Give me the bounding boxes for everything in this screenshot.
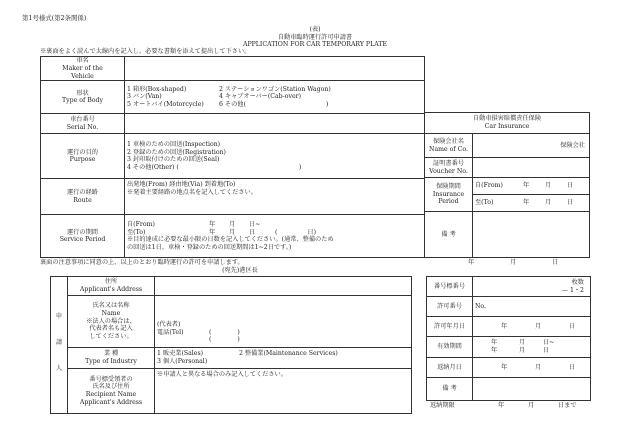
- application-date[interactable]: 年 月 日: [468, 259, 559, 266]
- applicant-table: [50, 276, 412, 414]
- vehicle-info-table: [40, 56, 425, 258]
- valid-period-field[interactable]: 年 月 日~ 年 月 日: [473, 337, 591, 358]
- title-ja: 自動車臨時運行許可申請書: [277, 34, 353, 41]
- applicant-name-label: 氏名又は名称 Name ※法人の場合は、 代表者名も記入 してください。: [68, 296, 155, 348]
- body-type-label: 形状 Type of Body: [41, 81, 125, 114]
- instruction-text: ※裏面をよく読んで太線内を記入し、必要な書類を添えて提出して下さい。: [40, 48, 251, 55]
- purpose-options[interactable]: 1 車検のための回送(Inspection) 2 登録のための回送(Registration) 3 封印取付けのための回送(Seal) 4 その他(Other) ( ): [125, 134, 425, 179]
- purpose-label: 運行の目的 Purpose: [41, 134, 125, 179]
- vehicle-name-label: 車名 Maker of the Vehicle: [41, 57, 125, 81]
- insurance-table: [424, 112, 590, 258]
- insurance-period-to[interactable]: 至(To) 年 月 日: [473, 195, 590, 212]
- addressee: (宛先)港区長: [222, 267, 258, 274]
- agreement-text: 裏面の注意事項に同意の上、以上のとおり臨時運行の許可を申請します。: [40, 259, 244, 266]
- return-deadline-field[interactable]: 年 月 日まで: [498, 402, 577, 409]
- title-en: APPLICATION FOR CAR TEMPORARY PLATE: [243, 41, 387, 48]
- insurance-header: 自動車損害賠償責任保険 Car Insurance: [425, 113, 590, 134]
- body-type-options[interactable]: 1 箱形(Box-shaped) 2 ステーションワゴン(Station Wagon) 3 バン(Van) 4 キャブオーバー(Cab-over) 5 オートバイ(Motorcycle) 6 その他( ): [125, 81, 425, 114]
- office-remarks-label: 備 考: [427, 378, 473, 401]
- serial-number-label: 車台番号 Serial No.: [41, 114, 125, 134]
- insurance-company-field[interactable]: 保険会社: [473, 134, 590, 158]
- service-period-field[interactable]: 自(From) 年 月 日~ 至(To) 年 月 日 ( 日) ※目的達成に必要な最小限の日数を記入してください。(通常、整備のため の回送は1日、車検・登録のための回送期間は1~2日です。): [125, 215, 425, 258]
- return-deadline-label: 返納期限: [430, 402, 455, 409]
- insurance-remarks-field[interactable]: [473, 212, 590, 258]
- applicant-address-field[interactable]: [155, 277, 412, 296]
- vehicle-name-field[interactable]: [125, 57, 425, 81]
- route-label: 運行の経路 Route: [41, 179, 125, 215]
- valid-period-label: 有効期間: [427, 337, 473, 358]
- voucher-number-field[interactable]: [473, 158, 590, 178]
- front-label: (表): [309, 26, 321, 33]
- service-period-label: 運行の期間 Service Period: [41, 215, 125, 258]
- industry-options[interactable]: 1 販売業(Sales) 2 整備業(Maintenance Services) 3 個人(Personal): [155, 348, 412, 369]
- permit-date-label: 許可年月日: [427, 317, 473, 337]
- route-field[interactable]: 出発地(From) 経由地(Via) 到着地(To) ※発着主要経路の地点名を記入してください。: [125, 179, 425, 215]
- insurance-remarks-label: 備 考: [425, 212, 473, 258]
- recipient-label: 番号標受領者の 氏名及び住所 Recipient Name Applicant's Address: [68, 369, 155, 414]
- office-use-table: [426, 276, 591, 401]
- insurance-period-label: 保険期間 Insurance Period: [425, 178, 473, 212]
- permit-date-field[interactable]: 年 月 日: [473, 317, 591, 337]
- permit-number-field[interactable]: No.: [473, 297, 591, 317]
- office-remarks-field[interactable]: [473, 378, 591, 401]
- form-number: 第1号様式(第2条関係): [22, 14, 87, 22]
- voucher-number-label: 証明書番号 Voucher No.: [425, 158, 473, 178]
- return-date-label: 返納月日: [427, 358, 473, 378]
- insurance-company-label: 保険会社名 Name of Co.: [425, 134, 473, 158]
- recipient-field[interactable]: ※申請人と異なる場合のみ記入してください。: [155, 369, 412, 414]
- plate-number-label: 番号標番号: [427, 277, 473, 297]
- plate-number-field[interactable]: 枚数 — 1・2: [473, 277, 591, 297]
- permit-number-label: 許可番号: [427, 297, 473, 317]
- applicant-address-label: 住所 Applicant's Address: [68, 277, 155, 296]
- insurance-period-from[interactable]: 自(From) 年 月 日: [473, 178, 590, 195]
- serial-number-field[interactable]: [125, 114, 425, 134]
- applicant-name-field[interactable]: (代表者) 電話(Tel) ( ) ( ): [155, 296, 412, 348]
- applicant-side-label: 申 請 人: [51, 277, 68, 414]
- return-date-field[interactable]: 年 月 日: [473, 358, 591, 378]
- industry-label: 業 種 Type of Industry: [68, 348, 155, 369]
